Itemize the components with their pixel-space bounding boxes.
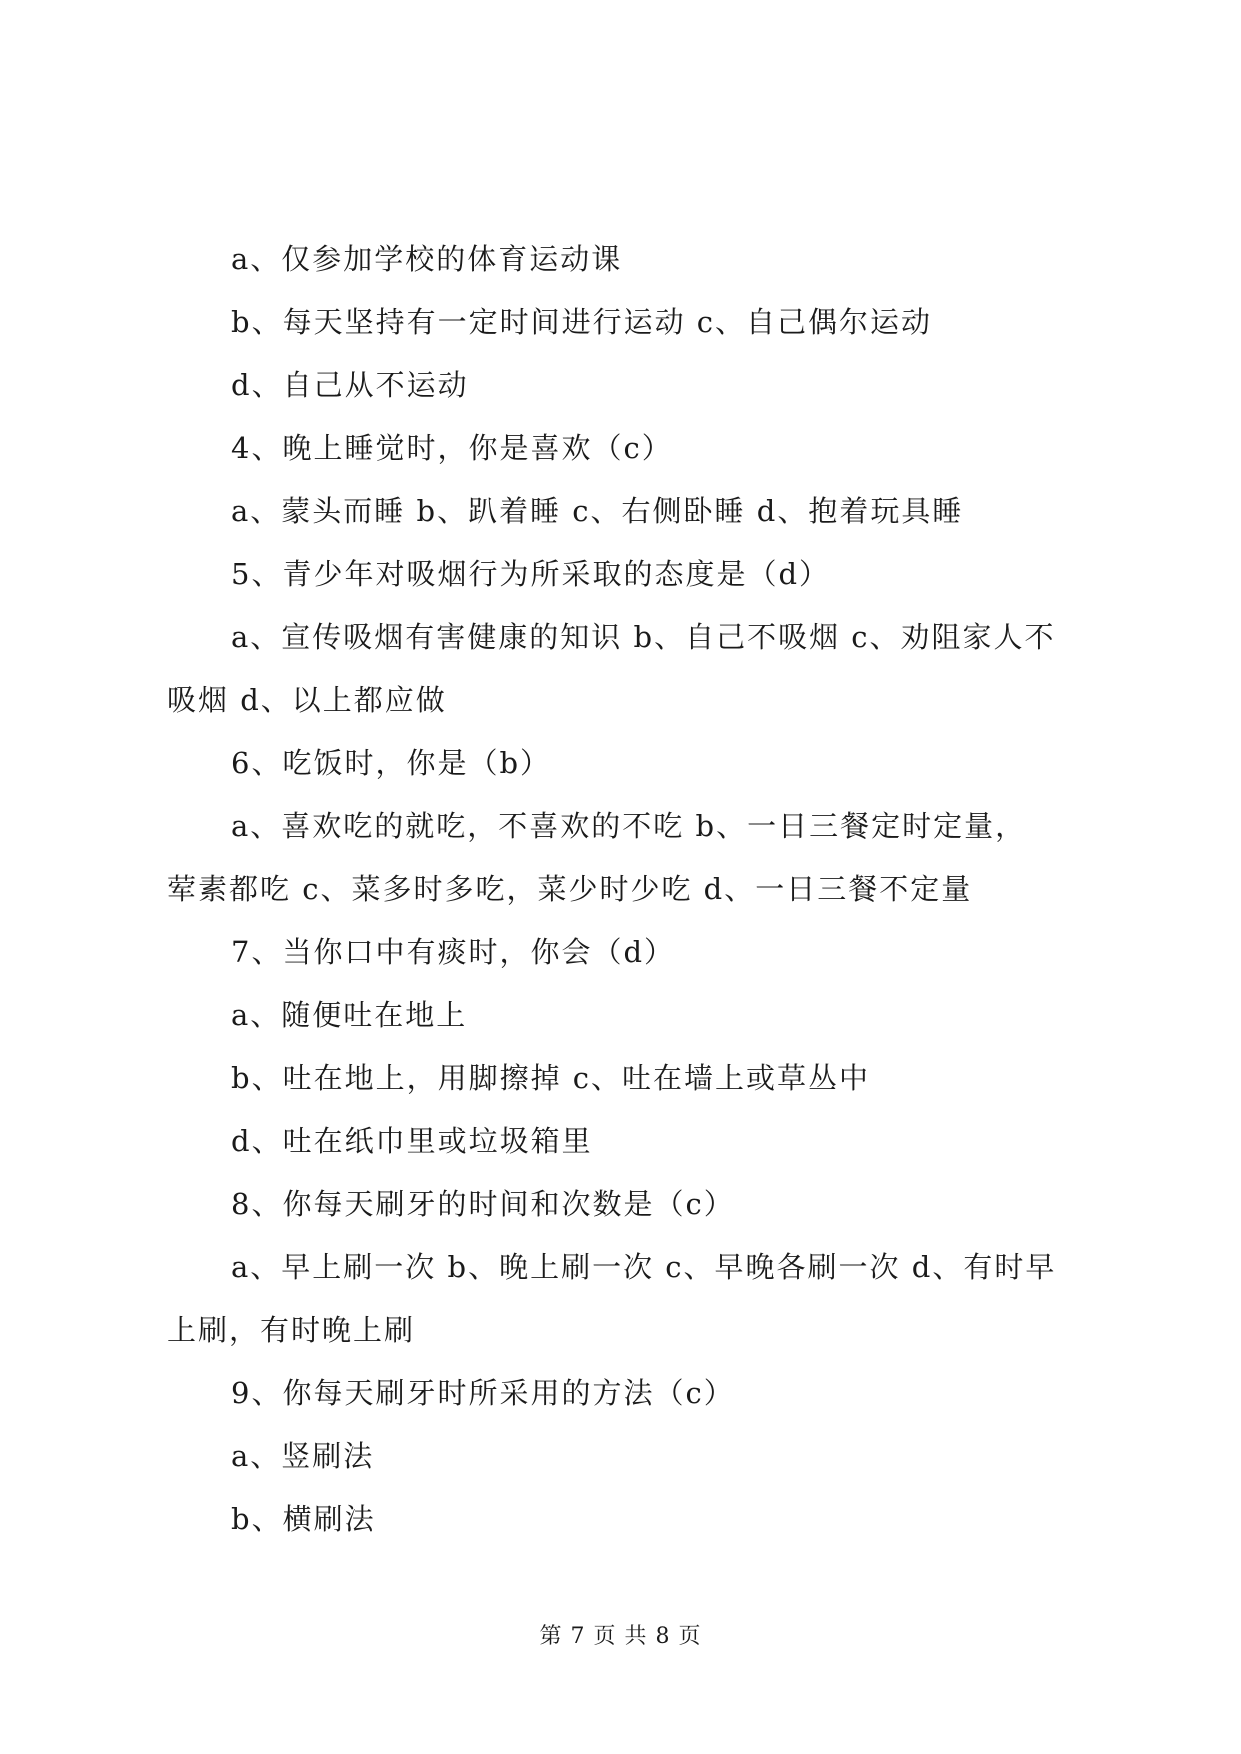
question-line: 6、吃饭时，你是（b） [231,746,552,780]
page-number-footer: 第 7 页 共 8 页 [539,1624,702,1649]
text-line: 荤素都吃 c、菜多时多吃，菜少时少吃 d、一日三餐不定量 [167,872,973,906]
text-line: d、吐在纸巾里或垃圾箱里 [231,1124,593,1158]
text-line: d、自己从不运动 [231,368,469,402]
question-line: 7、当你口中有痰时，你会（d） [231,935,676,969]
text-line: b、每天坚持有一定时间进行运动 c、自己偶尔运动 [231,305,933,339]
text-line: a、竖刷法 [231,1439,375,1473]
document-body [167,228,1087,1551]
question-line: 4、晚上睡觉时，你是喜欢（c） [231,431,673,465]
question-line: 5、青少年对吸烟行为所采取的态度是（d） [231,557,831,591]
text-line: b、横刷法 [231,1502,376,1536]
question-line: 9、你每天刷牙时所采用的方法（c） [231,1376,735,1410]
text-line: 上刷，有时晚上刷 [167,1313,416,1347]
text-line: 吸烟 d、以上都应做 [167,683,447,717]
text-line: a、宣传吸烟有害健康的知识 b、自己不吸烟 c、劝阻家人不 [231,620,1056,654]
text-line: a、仅参加学校的体育运动课 [231,242,623,276]
text-line: a、随便吐在地上 [231,998,468,1032]
text-line: a、早上刷一次 b、晚上刷一次 c、早晚各刷一次 d、有时早 [231,1250,1057,1284]
text-line: a、喜欢吃的就吃，不喜欢的不吃 b、一日三餐定时定量， [231,809,1027,843]
question-line: 8、你每天刷牙的时间和次数是（c） [231,1187,735,1221]
text-line: a、蒙头而睡 b、趴着睡 c、右侧卧睡 d、抱着玩具睡 [231,494,964,528]
text-line: b、吐在地上，用脚擦掉 c、吐在墙上或草丛中 [231,1061,871,1095]
